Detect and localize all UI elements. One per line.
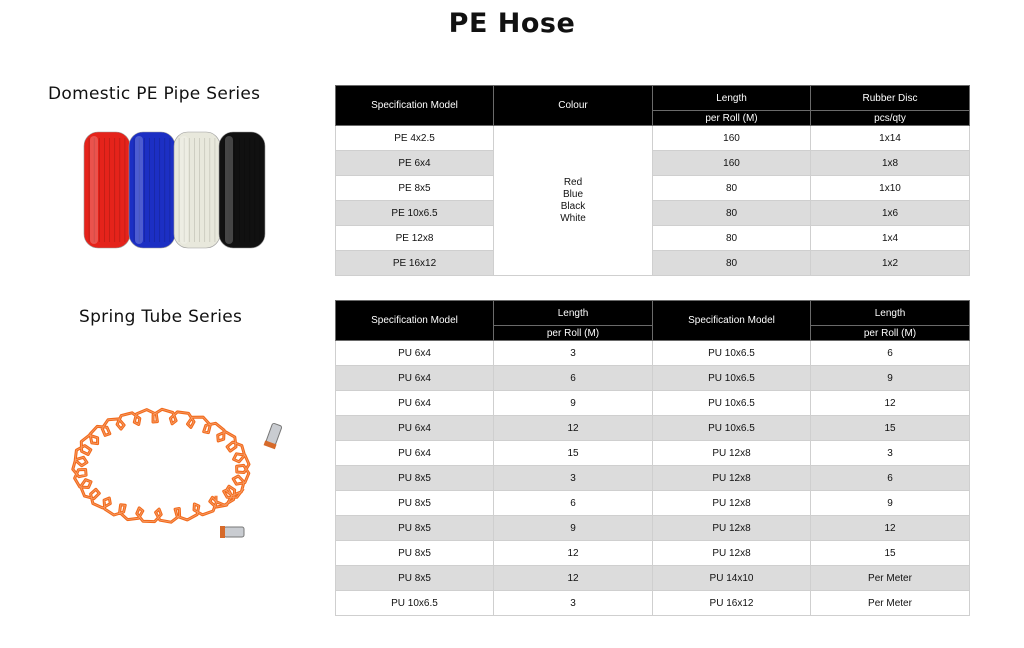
spec-model-cell: PU 6x4 — [336, 366, 494, 391]
spec-model-cell: PU 6x4 — [336, 341, 494, 366]
spec-model-cell: PU 12x8 — [653, 441, 811, 466]
length-cell: 3 — [494, 466, 653, 491]
spec-model-cell: PU 6x4 — [336, 416, 494, 441]
table-row — [336, 151, 970, 176]
length-cell: 15 — [811, 416, 970, 441]
spring-series-label: Spring Tube Series — [79, 307, 243, 327]
pipe-roll — [129, 132, 175, 248]
spec-model-cell: PU 6x4 — [336, 391, 494, 416]
table-row — [336, 416, 970, 441]
header-colour: Colour — [494, 86, 653, 126]
spec-model-cell: PE 16x12 — [336, 251, 494, 276]
colour-item: Red — [563, 176, 583, 188]
table-row — [336, 441, 970, 466]
spec-model-cell: PU 8x5 — [336, 466, 494, 491]
table-row — [336, 541, 970, 566]
rubber-disc-cell: 1x2 — [811, 251, 970, 276]
header-spec-model: Specification Model — [336, 86, 494, 126]
header-rubber-disc: Rubber Disc — [811, 86, 970, 111]
table-row — [336, 201, 970, 226]
length-cell: 80 — [653, 251, 811, 276]
rubber-disc-cell: 1x14 — [811, 126, 970, 151]
table-row — [336, 126, 970, 151]
header-rubber-disc-sub: pcs/qty — [811, 111, 970, 126]
colour-item: White — [560, 212, 586, 224]
header-length-2: Length — [811, 301, 970, 326]
header-length-1: Length — [494, 301, 653, 326]
length-cell: Per Meter — [811, 566, 970, 591]
length-cell: 9 — [494, 516, 653, 541]
spec-model-cell: PU 8x5 — [336, 566, 494, 591]
length-cell: 3 — [811, 441, 970, 466]
spec-model-cell: PU 8x5 — [336, 541, 494, 566]
length-cell: Per Meter — [811, 591, 970, 616]
length-cell: 80 — [653, 226, 811, 251]
length-cell: 160 — [653, 126, 811, 151]
table-row — [336, 566, 970, 591]
spec-model-cell: PU 8x5 — [336, 516, 494, 541]
length-cell: 9 — [811, 491, 970, 516]
colour-item: Blue — [562, 188, 583, 200]
spec-model-cell: PU 10x6.5 — [336, 591, 494, 616]
length-cell: 160 — [653, 151, 811, 176]
spec-model-cell: PU 16x12 — [653, 591, 811, 616]
spring-tube-spec-table — [335, 300, 970, 616]
rubber-disc-cell: 1x8 — [811, 151, 970, 176]
spec-model-cell: PE 6x4 — [336, 151, 494, 176]
spec-model-cell: PU 8x5 — [336, 491, 494, 516]
colour-item: Black — [560, 200, 586, 212]
page-title: PE Hose — [448, 8, 576, 39]
spec-model-cell: PE 10x6.5 — [336, 201, 494, 226]
spec-model-cell: PU 12x8 — [653, 541, 811, 566]
fitting-top — [264, 423, 283, 450]
spec-model-cell: PU 10x6.5 — [653, 366, 811, 391]
header-length-sub: per Roll (M) — [653, 111, 811, 126]
length-cell: 15 — [494, 441, 653, 466]
spec-model-cell: PE 4x2.5 — [336, 126, 494, 151]
spec-model-cell: PU 12x8 — [653, 491, 811, 516]
pe-pipe-rolls-image — [80, 126, 274, 256]
colour-cell — [494, 126, 653, 276]
spec-model-cell: PU 12x8 — [653, 516, 811, 541]
header-length: Length — [653, 86, 811, 111]
domestic-series-label: Domestic PE Pipe Series — [48, 84, 261, 104]
header-spec-model-1: Specification Model — [336, 301, 494, 341]
length-cell: 15 — [811, 541, 970, 566]
spec-model-cell: PU 12x8 — [653, 466, 811, 491]
spec-model-cell: PU 14x10 — [653, 566, 811, 591]
spec-model-cell: PE 12x8 — [336, 226, 494, 251]
length-cell: 6 — [494, 491, 653, 516]
length-cell: 9 — [494, 391, 653, 416]
length-cell: 12 — [811, 516, 970, 541]
spec-model-cell: PU 10x6.5 — [653, 416, 811, 441]
table-row — [336, 251, 970, 276]
fitting-bottom — [220, 526, 244, 538]
table-row — [336, 466, 970, 491]
length-cell: 6 — [494, 366, 653, 391]
table-row — [336, 491, 970, 516]
spec-model-cell: PU 10x6.5 — [653, 391, 811, 416]
pipe-roll — [219, 132, 265, 248]
length-cell: 3 — [494, 341, 653, 366]
table-row — [336, 226, 970, 251]
length-cell: 80 — [653, 201, 811, 226]
header-length-sub-2: per Roll (M) — [811, 326, 970, 341]
rubber-disc-cell: 1x10 — [811, 176, 970, 201]
length-cell: 6 — [811, 466, 970, 491]
header-length-sub-1: per Roll (M) — [494, 326, 653, 341]
table-row — [336, 176, 970, 201]
length-cell: 12 — [494, 566, 653, 591]
length-cell: 80 — [653, 176, 811, 201]
pe-pipe-spec-table — [335, 85, 970, 276]
length-cell: 12 — [494, 541, 653, 566]
length-cell: 12 — [494, 416, 653, 441]
length-cell: 9 — [811, 366, 970, 391]
header-spec-model-2: Specification Model — [653, 301, 811, 341]
table-row — [336, 516, 970, 541]
length-cell: 12 — [811, 391, 970, 416]
spec-model-cell: PU 10x6.5 — [653, 341, 811, 366]
pipe-roll — [174, 132, 220, 248]
spec-model-cell: PU 6x4 — [336, 441, 494, 466]
table-row — [336, 391, 970, 416]
spec-model-cell: PE 8x5 — [336, 176, 494, 201]
rubber-disc-cell: 1x6 — [811, 201, 970, 226]
pipe-roll — [84, 132, 130, 248]
length-cell: 6 — [811, 341, 970, 366]
length-cell: 3 — [494, 591, 653, 616]
rubber-disc-cell: 1x4 — [811, 226, 970, 251]
table-row — [336, 341, 970, 366]
spring-tube-coil-image — [62, 392, 288, 544]
table-row — [336, 366, 970, 391]
table-row — [336, 591, 970, 616]
